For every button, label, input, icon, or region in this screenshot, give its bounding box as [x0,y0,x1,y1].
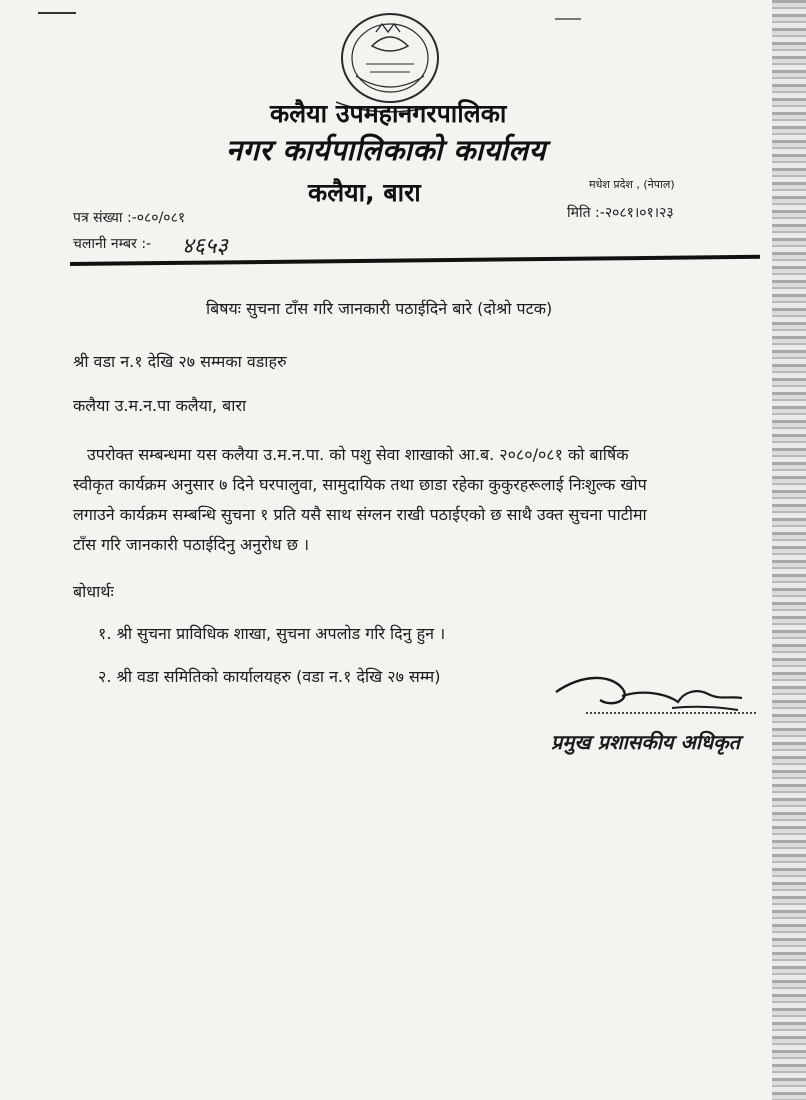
letter-body [73,440,753,560]
information-item: २. श्री वडा समितिको कार्यालयहरु (वडा न.१ देखि २७ सम्म) [98,667,441,686]
scan-edge-artifact [772,0,806,1100]
handwritten-signature [552,666,752,724]
signature-line [586,712,756,714]
body-line: स्वीकृत कार्यक्रम अनुसार ७ दिने घरपालुवा, सामुदायिक तथा छाडा रहेका कुकुरहरूलाई निःशुल्क खोप [73,475,647,494]
header-divider [70,255,760,266]
recipient-line-2: कलैया उ.म.न.पा कलैया, बारा [73,396,247,415]
body-line: टाँस गरि जानकारी पठाईदिनु अनुरोध छ । [73,535,310,554]
information-title: बोधार्थः [73,582,114,601]
municipality-name: कलैया उपमहानगरपालिका [270,99,507,128]
office-location: कलैया, बारा [308,178,421,207]
dispatch-number-label: चलानी नम्बर :- [73,236,152,252]
signatory-designation: प्रमुख प्रशासकीय अधिकृत [551,730,740,754]
dispatch-number-handwritten: ४६५३ [182,234,228,259]
body-line: लगाउने कार्यक्रम सम्बन्धि सुचना १ प्रति यसै साथ संग्लन राखी पठाईएको छ साथै उक्त सुचना पाटीमा [73,505,647,524]
province-label: मधेश प्रदेश , (नेपाल) [589,178,675,191]
office-name: नगर कार्यपालिकाको कार्यालय [226,133,546,167]
body-line: उपरोक्त सम्बन्धमा यस कलैया उ.म.न.पा. को पशु सेवा शाखाको आ.ब. २०८०/०८१ को बार्षिक [87,445,629,464]
scan-mark [38,12,76,14]
letter-number: पत्र संख्या :-०८०/०८१ [73,210,186,226]
scan-mark [555,18,581,20]
information-item: १. श्री सुचना प्राविधिक शाखा, सुचना अपलोड गरि दिनु हुन । [98,624,446,643]
letter-date: मिति :-२०८१।०१।२३ [567,205,674,221]
recipient-line-1: श्री वडा न.१ देखि २७ सम्मका वडाहरु [73,352,287,371]
letter-subject: बिषयः सुचना टाँस गरि जानकारी पठाईदिने बारे (दोश्रो पटक) [206,299,553,318]
